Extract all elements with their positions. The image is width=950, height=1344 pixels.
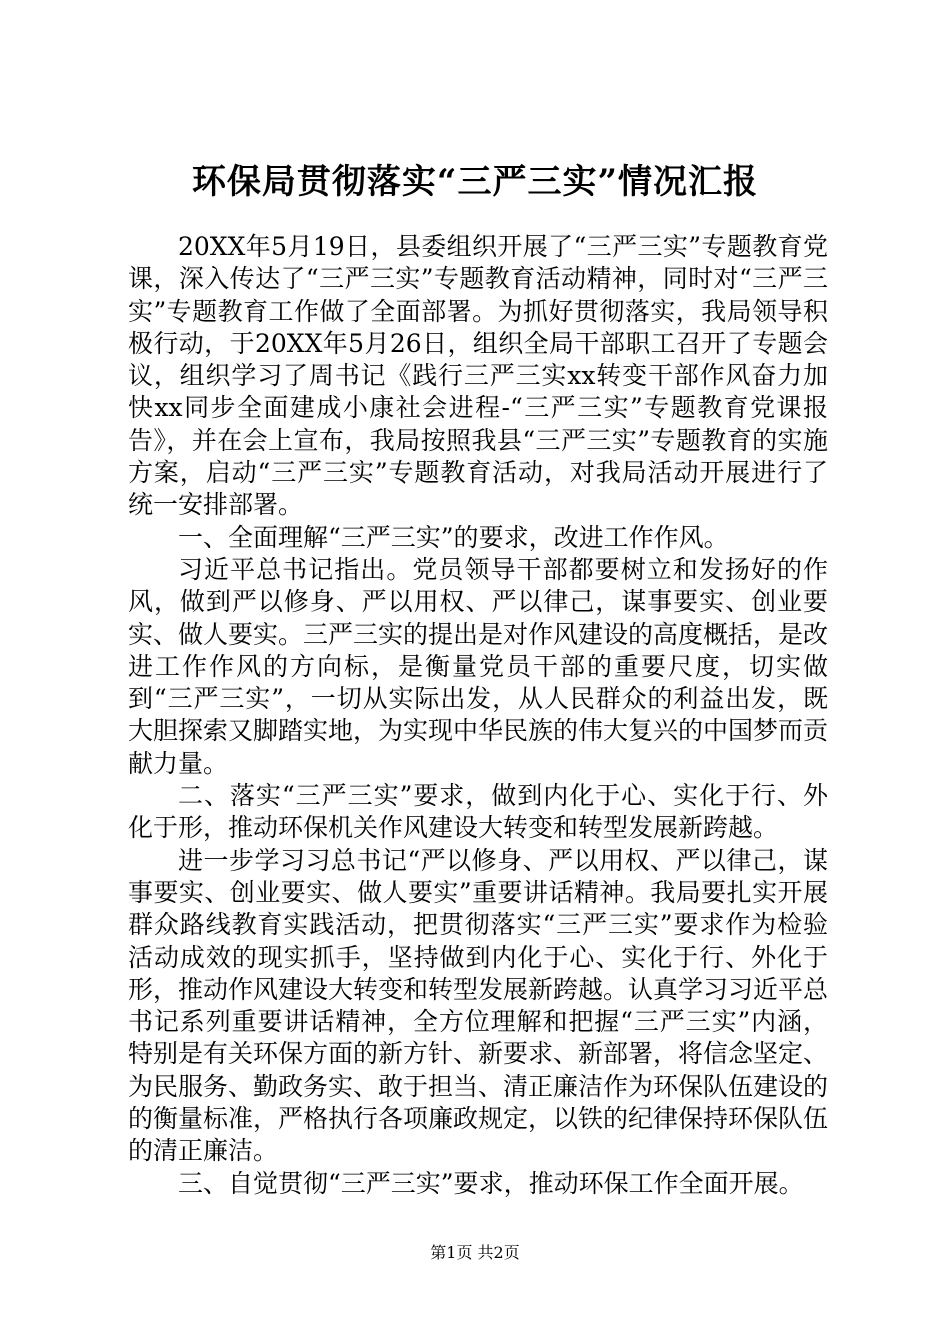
section-heading-2: 二、落实“三严三实”要求，做到内化于心、实化于行、外化于形，推动环保机关作风建设大转变和转型发展新跨越。 [128,781,828,843]
section-heading-3: 三、自觉贯彻“三严三实”要求，推动环保工作全面开展。 [178,1168,804,1198]
document-body [128,231,828,1200]
page-footer: 第1页 共2页 [430,1243,520,1262]
paragraph-section-2: 进一步学习习总书记“严以修身、严以用权、严以律己，谋事要实、创业要实、做人要实”重要讲话精神。我局要扎实开展群众路线教育实践活动，把贯彻落实“三严三实”要求作为检验活动成效的现实抓手，坚持做到内化于心、实化于行、外化于形，推动作风建设大转变和转型发展新跨越。认真学习习近平总书记系列重要讲话精神，全方位理解和把握“三严三实”内涵，特别是有关环保方面的新方针、新要求、新部署，将信念坚定、为民服务、勤政务实、敢于担当、清正廉洁作为环保队伍建设的的衡量标准，严格执行各项廉政规定，以铁的纪律保持环保队伍的清正廉洁。 [128,845,829,1166]
paragraph-intro: 20XX年5月19日，县委组织开展了“三严三实”专题教育党课，深入传达了“三严三实”专题教育活动精神，同时对“三严三实”专题教育工作做了全面部署。为抓好贯彻落实，我局领导积极行动，于20XX年5月26日，组织全局干部职工召开了专题会议，组织学习了周书记《践行三严三实xx转变干部作风奋力加快xx同步全面建成小康社会进程-“三严三实”专题教育党课报告》，并在会上宣布，我局按照我县“三严三实”专题教育的实施方案，启动“三严三实”专题教育活动，对我局活动开展进行了统一安排部署。 [128,232,828,520]
document-title: 环保局贯彻落实“三严三实”情况汇报 [191,162,759,202]
section-heading-1: 一、全面理解“三严三实”的要求，改进工作作风。 [178,522,729,552]
paragraph-section-1: 习近平总书记指出。党员领导干部都要树立和发扬好的作风，做到严以修身、严以用权、严以律己，谋事要实、创业要实、做人要实。三严三实的提出是对作风建设的高度概括，是改进工作作风的方向标，是衡量党员干部的重要尺度，切实做到“三严三实”，一切从实际出发，从人民群众的利益出发，既大胆探索又脚踏实地，为实现中华民族的伟大复兴的中国梦而贡献力量。 [128,554,829,778]
